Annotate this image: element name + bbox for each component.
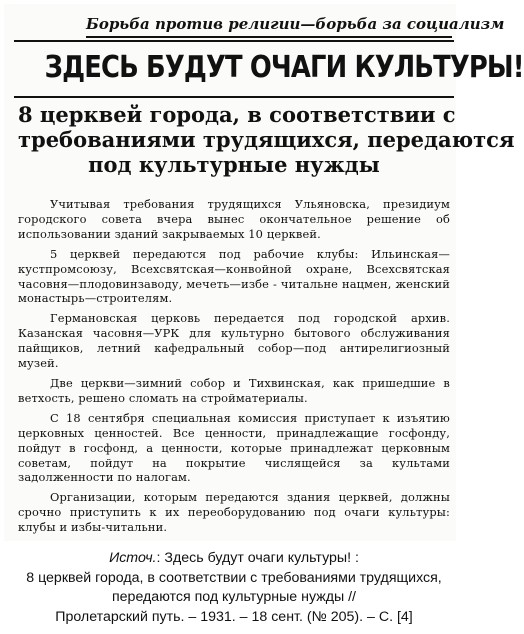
headline: ЗДЕСЬ БУДУТ ОЧАГИ КУЛЬТУРЫ!	[44, 50, 524, 85]
subheadline-line: 8 церквей города, в соответствии с	[18, 102, 456, 127]
newspaper-clipping	[4, 4, 524, 541]
article-paragraph: 5 церквей передаются под рабочие клубы: Ильинская—кустпромсоюзу, Всехсвятская—конвойной охране, Всехсвятская часовня—плодовинзаводу, мечеть—избе - читальне нацмен, женский монастырь—строителям.	[18, 246, 450, 306]
caption-line	[4, 549, 464, 569]
article-paragraph: Две церкви—зимний собор и Тихвинская, как пришедшие в ветхость, решено сломать на стройматериалы.	[18, 375, 450, 405]
article-paragraph: Учитывая требования трудящихся Ульяновска, президиум городского совета вчера вынес окончательное решение об использовании зданий закрываемых 10 церквей.	[18, 197, 450, 241]
subheadline	[18, 102, 515, 177]
subheadline-line: требованиями трудящихся, передаются	[18, 127, 515, 152]
caption-line: передаются под культурные нужды //	[111, 589, 356, 605]
article-paragraph: Германовская церковь передается под городской архив. Казанская часовня—УРК для культурно бытового обслуживания пайщиков, летний кафедральный собор—под антирелигиозный музей.	[18, 311, 450, 371]
article-body	[18, 197, 450, 540]
article-paragraph: С 18 сентября специальная комиссия приступает к изъятию церковных ценностей. Все ценности, принадлежащие госфонду, пойдут в госфонд, а ценности, которые принадлежат церковным советам, пойдут на покрытие числящейся за культами задолженности по налогам.	[18, 410, 450, 485]
caption-line: 8 церквей города, в соответствии с требованиями трудящихся,	[26, 569, 442, 586]
banner-slogan: Борьба против религии—борьба за социализм	[86, 12, 452, 38]
divider-middle	[14, 96, 454, 98]
caption-title: : Здесь будут очаги культуры! :	[156, 550, 359, 566]
caption-citation: Пролетарский путь. – 1931. – 18 сент. (№ 205). – С. [4]	[55, 608, 413, 625]
source-caption	[4, 549, 464, 627]
article-paragraph: Организации, которым передаются здания церквей, должны срочно приступить к их переоборудованию под очаги культуры: клубы и избы-читальни.	[18, 490, 450, 535]
source-label: Источ.	[109, 550, 157, 566]
subheadline-line: под культурные нужды	[88, 152, 380, 177]
